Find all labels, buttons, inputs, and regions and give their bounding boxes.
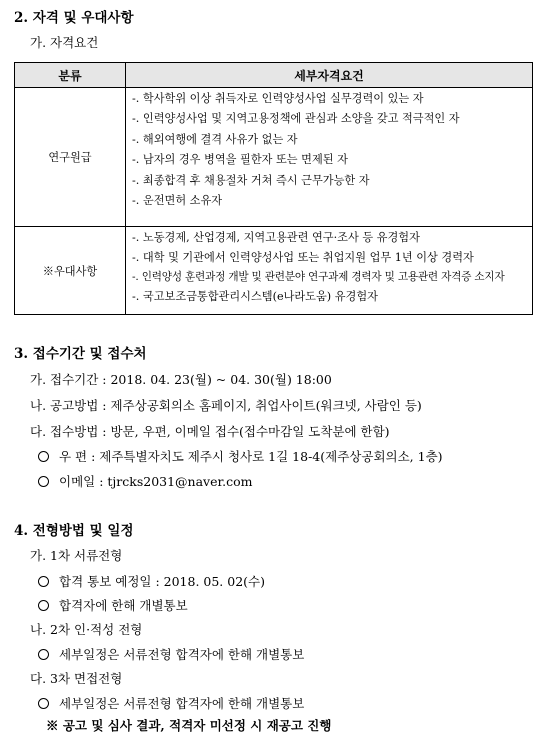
section-3-title: 3. 접수기간 및 접수처 [14,346,147,362]
list-item: -. 남자의 경우 병역을 필한자 또는 면제된 자 [132,153,348,167]
list-item: -. 인력양성 훈련과정 개발 및 관련분야 연구과제 경력자 및 고용관련 자격증 소지자 [132,270,505,283]
header-category: 분류 [15,63,126,88]
list-item [38,572,265,590]
table-header-row [15,63,533,88]
list-item: -. 인력양성사업 및 지역고용정책에 관심과 소양을 갖고 적극적인 자 [132,112,460,126]
application-period: 가. 접수기간 : 2018. 04. 23(월) ~ 04. 30(월) 18:00 [30,372,332,387]
list-item: -. 노동경제, 산업경제, 지역고용관련 연구·조사 등 유경험자 [132,231,420,244]
application-method: 다. 접수방법 : 방문, 우편, 이메일 접수(접수마감일 도착분에 한함) [30,424,390,439]
circle-bullet-icon [38,698,49,709]
stage-3-title: 다. 3차 면접전형 [30,671,123,686]
list-item: -. 학사학위 이상 취득자로 인력양성사업 실무경력이 있는 자 [132,92,424,105]
list-item [38,596,188,614]
table-row [15,88,533,227]
mail-address: 우 편 : 제주특별자치도 제주시 청사로 1길 18-4(제주상공회의소, 1층) [59,449,443,464]
stage-2-title: 나. 2차 인·적성 전형 [30,622,143,637]
table-row [15,227,533,315]
circle-bullet-icon [38,576,49,587]
list-item [38,694,304,712]
stage-3-schedule: 세부일정은 서류전형 합격자에 한해 개별통보 [59,696,305,711]
stage-2-schedule: 세부일정은 서류전형 합격자에 한해 개별통보 [59,647,305,662]
row-category: ※우대사항 [15,227,126,315]
circle-bullet-icon [38,649,49,660]
section-4-title: 4. 전형방법 및 일정 [14,523,134,539]
email-item [38,472,252,490]
list-item [38,645,304,663]
row-items [126,227,533,315]
section-2-subtitle: 가. 자격요건 [30,35,99,50]
mail-address-item [38,447,443,465]
list-item: -. 운전면허 소유자 [132,193,223,207]
list-item: -. 대학 및 기관에서 인력양성사업 또는 취업지원 업무 1년 이상 경력자 [132,250,474,264]
circle-bullet-icon [38,451,49,462]
announcement-method: 나. 공고방법 : 제주상공회의소 홈페이지, 취업사이트(워크넷, 사람인 등) [30,398,422,413]
circle-bullet-icon [38,600,49,611]
stage-1-notice-date: 합격 통보 예정일 : 2018. 05. 02(수) [59,574,265,589]
row-items [126,88,533,227]
list-item: -. 해외여행에 결격 사유가 없는 자 [132,132,298,146]
section-2-title: 2. 자격 및 우대사항 [14,10,134,26]
email-address: 이메일 : tjrcks2031@naver.com [59,474,253,489]
list-item: -. 국고보조금통합관리시스템(e나라도움) 유경험자 [132,290,378,304]
list-item: -. 최종합격 후 채용절차 거쳐 즉시 근무가능한 자 [132,173,370,187]
stage-1-title: 가. 1차 서류전형 [30,548,123,563]
circle-bullet-icon [38,476,49,487]
row-category: 연구원급 [15,88,126,227]
reannouncement-note: ※ 공고 및 심사 결과, 적격자 미선정 시 재공고 진행 [46,718,332,733]
stage-1-notice: 합격자에 한해 개별통보 [59,598,188,613]
header-details: 세부자격요건 [126,63,533,88]
requirements-table [14,62,533,315]
